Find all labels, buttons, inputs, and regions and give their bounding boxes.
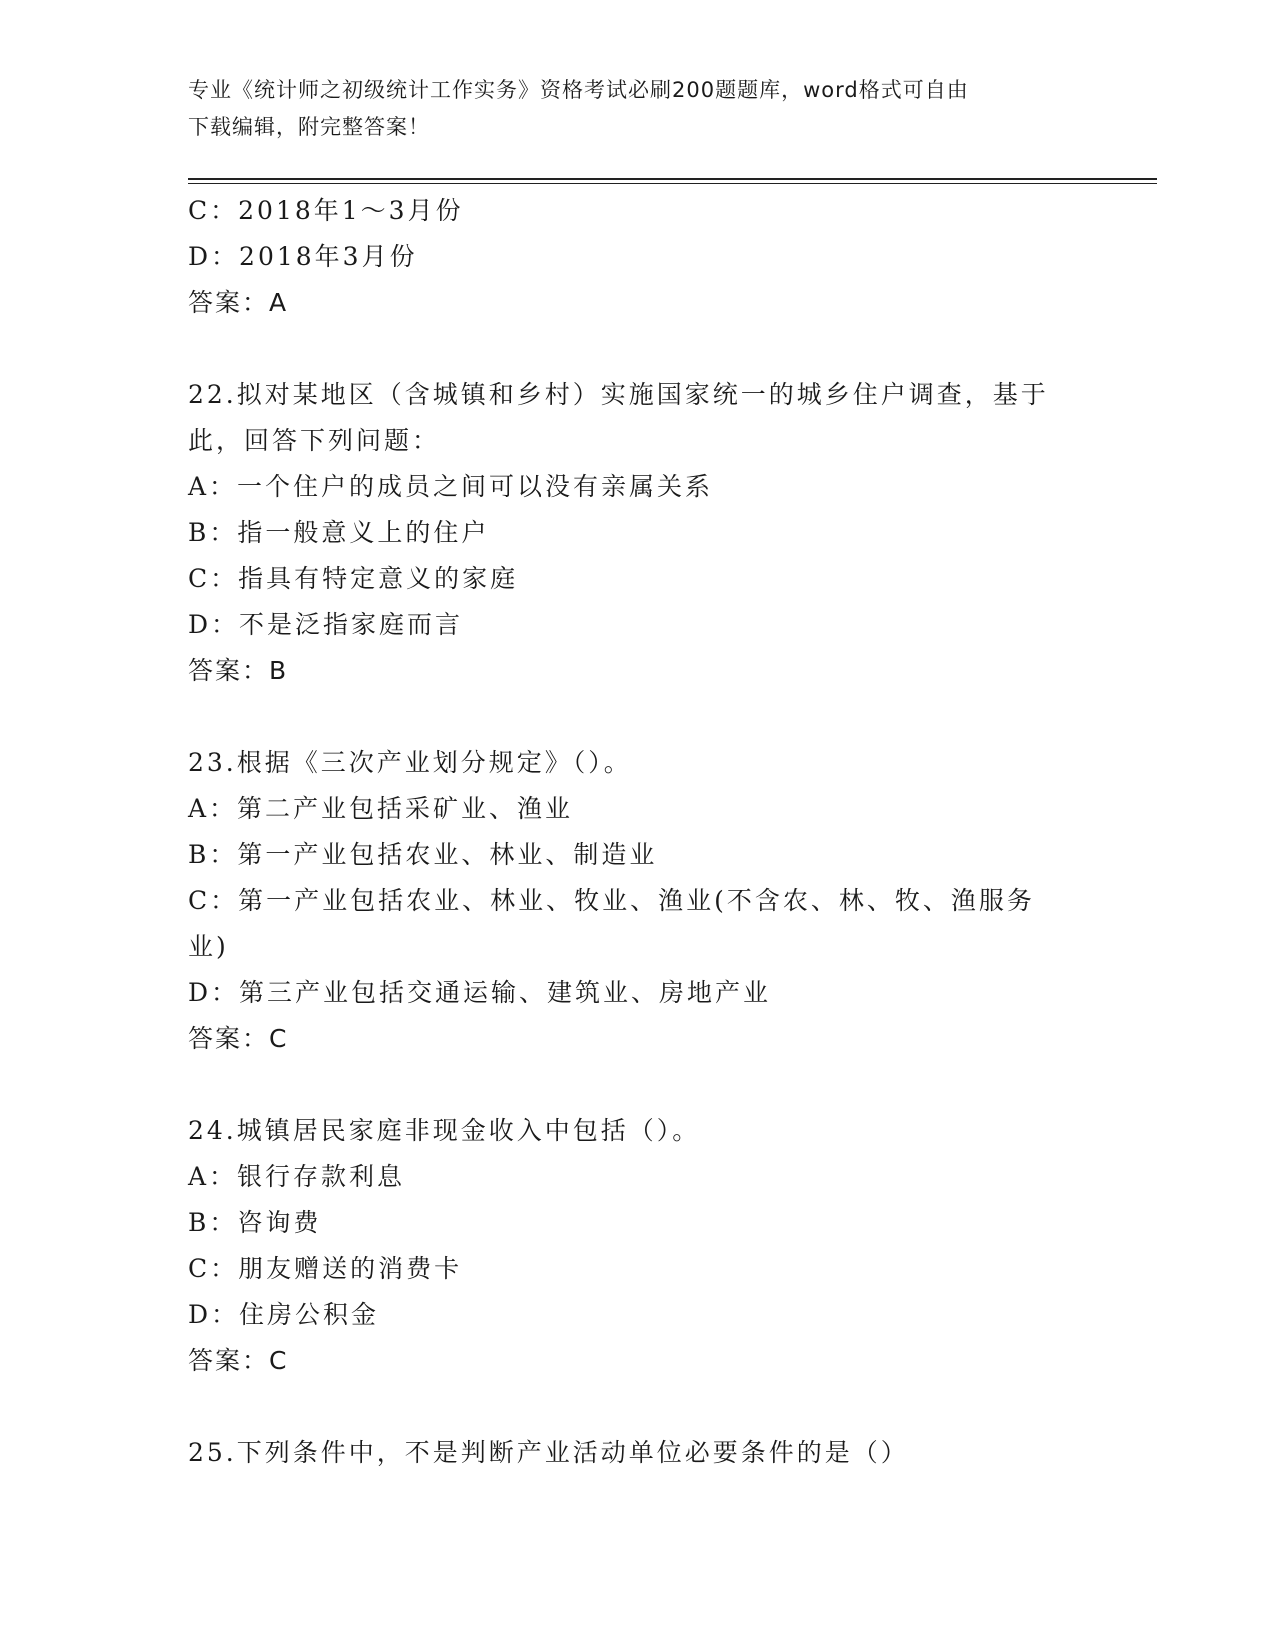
option-d: D：第三产业包括交通运输、建筑业、房地产业 <box>188 978 772 1007</box>
question-stem: 23.根据《三次产业划分规定》（）。 <box>188 748 632 777</box>
question-list <box>188 188 1088 1476</box>
option-b: B：咨询费 <box>188 1208 322 1237</box>
answer-line: 答案：A <box>188 288 289 317</box>
answer-line: 答案：C <box>188 1024 289 1053</box>
question-22 <box>188 372 1088 694</box>
option-a: A：第二产业包括采矿业、渔业 <box>188 794 574 823</box>
question-23 <box>188 740 1088 1062</box>
option-d: D：住房公积金 <box>188 1300 380 1329</box>
question-stem-cont: 此，回答下列问题： <box>188 426 441 455</box>
option-c: C：第一产业包括农业、林业、牧业、渔业(不含农、林、牧、渔服务 <box>188 886 1035 915</box>
header-line-2: 下载编辑，附完整答案！ <box>188 115 430 139</box>
option-a: A：银行存款利息 <box>188 1162 406 1191</box>
question-stem: 25.下列条件中，不是判断产业活动单位必要条件的是（） <box>188 1438 909 1467</box>
option-b: B：指一般意义上的住户 <box>188 518 490 547</box>
question-25 <box>188 1430 1088 1476</box>
header-line-1: 专业《统计师之初级统计工作实务》资格考试必刷200题题库，word格式可自由 <box>188 78 969 102</box>
question-24 <box>188 1108 1088 1384</box>
question-stem: 22.拟对某地区（含城镇和乡村）实施国家统一的城乡住户调查，基于 <box>188 380 1049 409</box>
option-d: D：不是泛指家庭而言 <box>188 610 464 639</box>
header-rule <box>188 178 1157 180</box>
option-c: C：2018年1～3月份 <box>188 196 464 225</box>
option-c: C：指具有特定意义的家庭 <box>188 564 519 593</box>
option-c: C：朋友赠送的消费卡 <box>188 1254 463 1283</box>
option-c-cont: 业) <box>188 932 229 961</box>
question-stem: 24.城镇居民家庭非现金收入中包括（）。 <box>188 1116 701 1145</box>
header-rule-thin <box>188 183 1157 184</box>
page-header <box>188 72 1068 146</box>
answer-line: 答案：C <box>188 1346 289 1375</box>
option-b: B：第一产业包括农业、林业、制造业 <box>188 840 658 869</box>
option-d: D：2018年3月份 <box>188 242 418 271</box>
option-a: A：一个住户的成员之间可以没有亲属关系 <box>188 472 714 501</box>
answer-line: 答案：B <box>188 656 289 685</box>
